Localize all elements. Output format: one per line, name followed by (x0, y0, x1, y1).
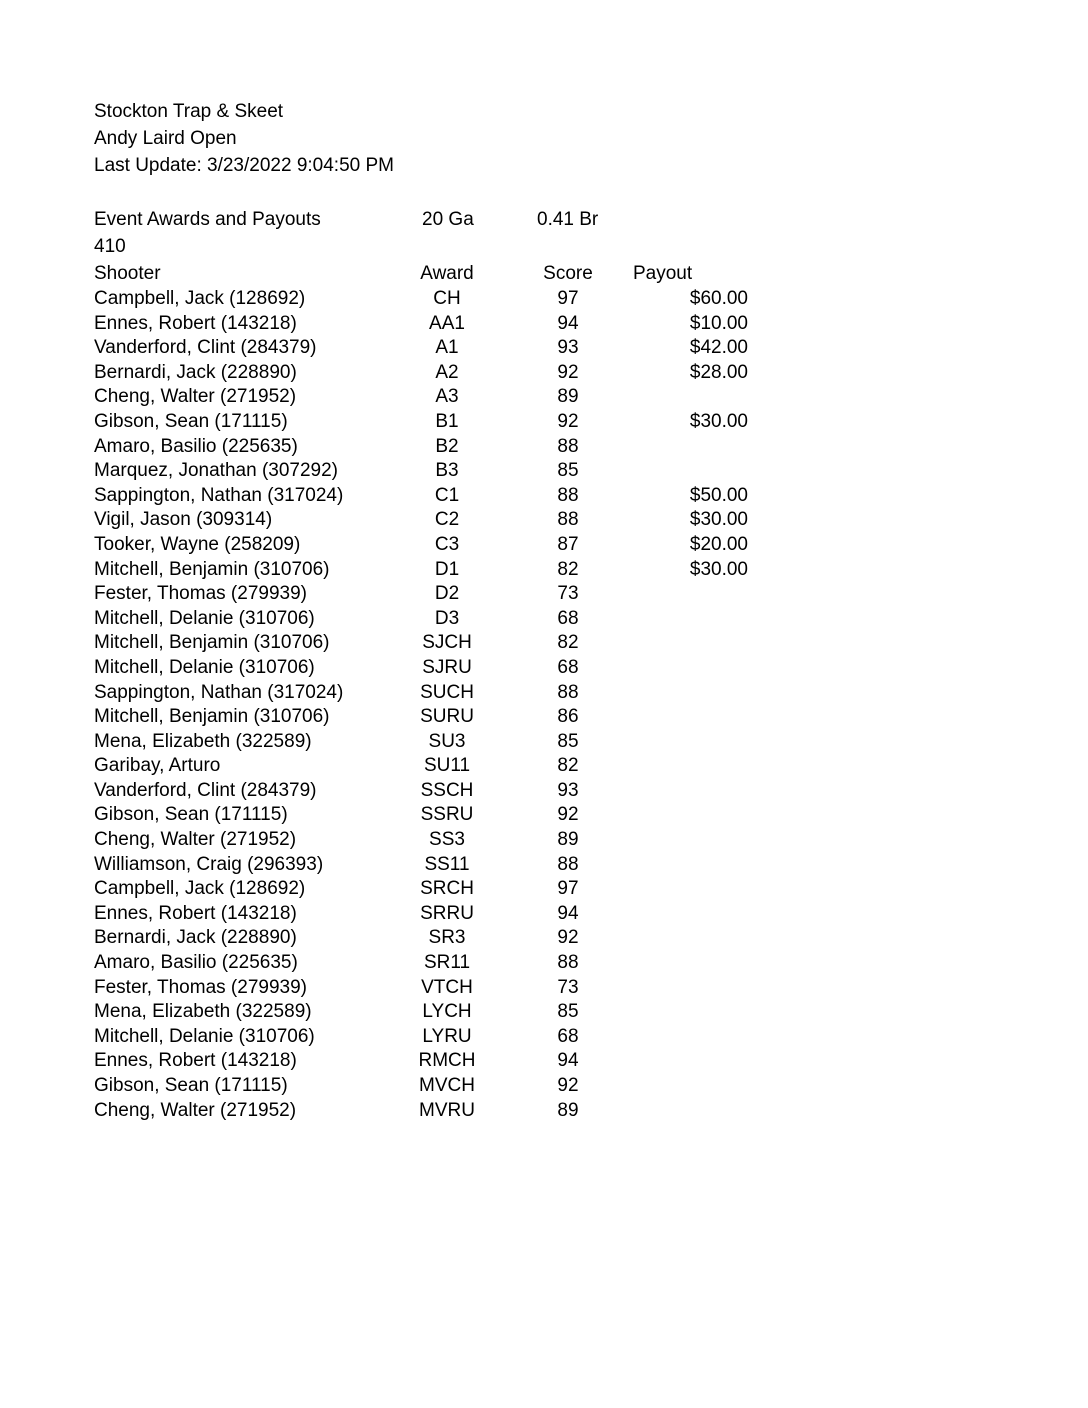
cell-shooter: Mitchell, Benjamin (310706) (94, 632, 330, 654)
table-row (94, 607, 794, 632)
table-row (94, 779, 794, 804)
table-row (94, 558, 794, 583)
table-row (94, 582, 794, 607)
cell-award: SJRU (422, 656, 472, 678)
table-row (94, 631, 794, 656)
cell-score: 82 (557, 558, 579, 580)
table-row (94, 533, 794, 558)
cell-shooter: Mena, Elizabeth (322589) (94, 1001, 312, 1023)
cell-shooter: Bernardi, Jack (228890) (94, 927, 297, 949)
cell-shooter: Ennes, Robert (143218) (94, 312, 297, 334)
cell-shooter: Ennes, Robert (143218) (94, 1050, 297, 1072)
cell-score: 88 (557, 509, 579, 531)
cell-award: C2 (434, 509, 460, 531)
cell-score: 93 (557, 779, 579, 801)
cell-score: 89 (557, 1099, 579, 1121)
cell-score: 82 (557, 755, 579, 777)
cell-payout: $10.00 (689, 312, 748, 334)
cell-award: SJCH (422, 632, 472, 654)
cell-award: VTCH (421, 976, 473, 998)
cell-award: D2 (434, 583, 460, 605)
cell-score: 82 (557, 632, 579, 654)
cell-award: A1 (435, 337, 459, 359)
event-name: Andy Laird Open (94, 128, 237, 149)
cell-payout: $60.00 (689, 288, 748, 309)
table-row (94, 951, 794, 976)
cell-score: 97 (557, 878, 579, 900)
cell-award: C1 (434, 484, 460, 506)
cell-payout: $20.00 (689, 533, 748, 555)
table-row (94, 410, 794, 435)
cell-award: SS3 (429, 829, 465, 851)
cell-score: 88 (557, 484, 579, 506)
cell-shooter: Mena, Elizabeth (322589) (94, 730, 312, 752)
cell-shooter: Campbell, Jack (128692) (94, 288, 306, 309)
cell-score: 88 (557, 435, 579, 457)
cell-score: 94 (557, 902, 579, 924)
table-row (94, 287, 794, 312)
cell-shooter: Gibson, Sean (171115) (94, 1075, 288, 1096)
cell-score: 68 (557, 607, 579, 629)
cell-award: SURU (420, 706, 474, 728)
cell-award: A3 (435, 386, 459, 408)
cell-shooter: Mitchell, Benjamin (310706) (94, 558, 330, 580)
event-gauge: 20 Ga (422, 209, 474, 230)
cell-score: 88 (557, 681, 579, 703)
cell-score: 88 (557, 853, 579, 875)
cell-score: 86 (557, 706, 579, 728)
table-row (94, 1025, 794, 1050)
cell-award: CH (433, 288, 461, 309)
event-title: Event Awards and Payouts (94, 209, 321, 230)
cell-shooter: Gibson, Sean (171115) (94, 410, 288, 432)
table-row (94, 1074, 794, 1099)
table-row (94, 926, 794, 951)
table-row (94, 730, 794, 755)
table-row (94, 385, 794, 410)
cell-shooter: Sappington, Nathan (317024) (94, 484, 344, 506)
column-header-shooter: Shooter (94, 263, 161, 284)
cell-payout: $30.00 (689, 410, 748, 432)
cell-shooter: Sappington, Nathan (317024) (94, 681, 344, 703)
cell-score: 92 (557, 927, 579, 949)
column-header-payout: Payout (633, 263, 693, 284)
cell-score: 68 (557, 1025, 579, 1047)
table-row (94, 312, 794, 337)
cell-score: 87 (557, 533, 579, 555)
cell-shooter: Gibson, Sean (171115) (94, 804, 288, 826)
cell-shooter: Campbell, Jack (128692) (94, 878, 306, 900)
cell-award: SU11 (423, 755, 471, 777)
cell-award: AA1 (429, 312, 465, 334)
cell-award: B2 (435, 435, 459, 457)
cell-score: 92 (557, 410, 579, 432)
club-name: Stockton Trap & Skeet (94, 101, 284, 122)
cell-score: 94 (557, 1050, 579, 1072)
cell-score: 89 (557, 386, 579, 408)
cell-award: SRCH (420, 878, 474, 900)
cell-shooter: Amaro, Basilio (225635) (94, 435, 298, 457)
cell-shooter: Cheng, Walter (271952) (94, 1099, 297, 1121)
cell-award: B1 (435, 410, 459, 432)
cell-score: 92 (557, 804, 579, 826)
cell-award: LYCH (422, 1001, 472, 1023)
cell-score: 73 (557, 976, 579, 998)
cell-score: 68 (557, 656, 579, 678)
column-header-score: Score (543, 263, 593, 284)
cell-award: SSCH (420, 779, 474, 801)
table-row (94, 681, 794, 706)
table-row (94, 705, 794, 730)
table-row (94, 1049, 794, 1074)
event-break: 0.41 Br (537, 209, 599, 230)
cell-payout: $30.00 (689, 558, 748, 580)
cell-award: D3 (434, 607, 460, 629)
cell-shooter: Mitchell, Benjamin (310706) (94, 706, 330, 728)
table-row (94, 877, 794, 902)
cell-award: LYRU (422, 1025, 472, 1047)
cell-payout: $50.00 (689, 484, 748, 506)
event-info-row (94, 206, 794, 233)
table-header (94, 260, 794, 287)
awards-table (94, 260, 794, 1123)
last-update: Last Update: 3/23/2022 9:04:50 PM (94, 155, 394, 176)
cell-award: SR3 (428, 927, 466, 949)
table-row (94, 803, 794, 828)
cell-shooter: Mitchell, Delanie (310706) (94, 607, 315, 629)
cell-score: 85 (557, 1001, 579, 1023)
cell-award: C3 (434, 533, 460, 555)
cell-shooter: Mitchell, Delanie (310706) (94, 1025, 315, 1047)
cell-shooter: Bernardi, Jack (228890) (94, 361, 297, 383)
cell-award: MVCH (419, 1075, 475, 1096)
cell-shooter: Fester, Thomas (279939) (94, 976, 307, 998)
cell-shooter: Mitchell, Delanie (310706) (94, 656, 315, 678)
table-row (94, 976, 794, 1001)
cell-award: SR11 (423, 952, 471, 974)
cell-shooter: Amaro, Basilio (225635) (94, 952, 298, 974)
cell-shooter: Tooker, Wayne (258209) (94, 533, 301, 555)
cell-award: SUCH (420, 681, 474, 703)
cell-score: 94 (557, 312, 579, 334)
cell-award: SSRU (420, 804, 474, 826)
cell-payout: $42.00 (689, 337, 748, 359)
table-row (94, 508, 794, 533)
cell-shooter: Cheng, Walter (271952) (94, 386, 297, 408)
table-row (94, 1099, 794, 1124)
cell-score: 89 (557, 829, 579, 851)
table-row (94, 1000, 794, 1025)
column-header-award: Award (420, 263, 474, 284)
cell-payout: $30.00 (689, 509, 748, 531)
cell-shooter: Marquez, Jonathan (307292) (94, 460, 338, 482)
cell-score: 73 (557, 583, 579, 605)
table-row (94, 853, 794, 878)
table-row (94, 754, 794, 779)
cell-shooter: Fester, Thomas (279939) (94, 583, 307, 605)
cell-award: B3 (435, 460, 459, 482)
cell-score: 88 (557, 952, 579, 974)
cell-score: 92 (557, 361, 579, 383)
cell-award: SS11 (424, 853, 470, 875)
cell-award: MVRU (419, 1099, 475, 1121)
table-row (94, 484, 794, 509)
cell-shooter: Vanderford, Clint (284379) (94, 779, 317, 801)
cell-shooter: Ennes, Robert (143218) (94, 902, 297, 924)
cell-shooter: Vanderford, Clint (284379) (94, 337, 317, 359)
cell-shooter: Cheng, Walter (271952) (94, 829, 297, 851)
table-row (94, 656, 794, 681)
cell-payout: $28.00 (689, 361, 748, 383)
cell-award: SRRU (420, 902, 474, 924)
table-row (94, 361, 794, 386)
cell-shooter: Williamson, Craig (296393) (94, 853, 324, 875)
cell-score: 92 (557, 1075, 579, 1096)
document-header (94, 98, 394, 179)
cell-score: 85 (557, 460, 579, 482)
table-row (94, 459, 794, 484)
table-row (94, 336, 794, 361)
cell-shooter: Garibay, Arturo (94, 755, 221, 777)
cell-award: RMCH (418, 1050, 476, 1072)
cell-award: D1 (434, 558, 460, 580)
table-row (94, 902, 794, 927)
table-row (94, 828, 794, 853)
cell-score: 85 (557, 730, 579, 752)
table-row (94, 435, 794, 460)
cell-award: SU3 (428, 730, 466, 752)
event-sub: 410 (94, 236, 126, 257)
cell-score: 97 (557, 288, 579, 309)
cell-score: 93 (557, 337, 579, 359)
cell-shooter: Vigil, Jason (309314) (94, 509, 273, 531)
cell-award: A2 (435, 361, 459, 383)
